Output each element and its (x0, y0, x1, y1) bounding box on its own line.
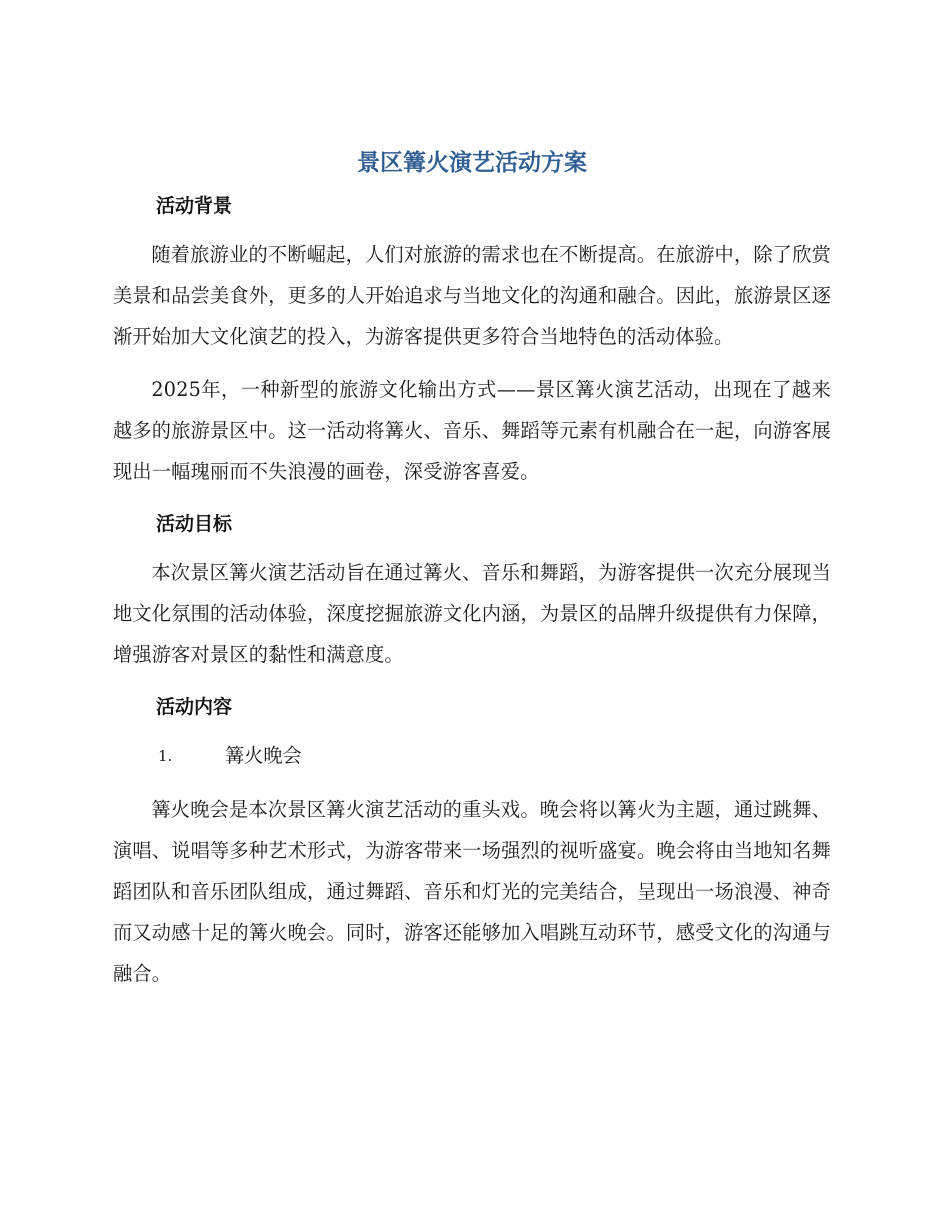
paragraph-background-2: 2025年，一种新型的旅游文化输出方式——景区篝火演艺活动，出现在了越来越多的旅游景区中。这一活动将篝火、音乐、舞蹈等元素有机融合在一起，向游客展现出一幅瑰丽而不失浪漫的画卷，深受游客喜爱。 (113, 378, 831, 483)
spacer (113, 675, 831, 687)
spacer (113, 544, 831, 552)
paragraph-bonfire-party: 篝火晚会是本次景区篝火演艺活动的重头戏。晚会将以篝火为主题，通过跳舞、演唱、说唱等多种艺术形式，为游客带来一场强烈的视听盛宴。晚会将由当地知名舞蹈团队和音乐团队组成，通过舞蹈、音乐和灯光的完美结合，呈现出一场浪漫、神奇而又动感十足的篝火晚会。同时，游客还能够加入唱跳互动环节，感受文化的沟通与融合。 (113, 798, 831, 985)
list-item-text: 篝火晚会 (225, 744, 302, 767)
spacer (113, 357, 831, 369)
list-item-number: 1. (158, 747, 173, 765)
paragraph-goals: 本次景区篝火演艺活动旨在通过篝火、音乐和舞蹈，为游客提供一次充分展现当地文化氛围的活动体验，深度挖掘旅游文化内涵，为景区的品牌升级提供有力保障，增强游客对景区的黏性和满意度。 (113, 561, 831, 666)
section-heading-background: 活动背景 (156, 195, 233, 217)
document-body (113, 140, 831, 994)
document-title: 景区篝火演艺活动方案 (357, 150, 587, 176)
numbered-list-item (113, 735, 831, 777)
spacer (113, 727, 831, 735)
spacer (113, 226, 831, 234)
spacer (113, 777, 831, 789)
spacer (113, 492, 831, 504)
paragraph-background-1: 随着旅游业的不断崛起，人们对旅游的需求也在不断提高。在旅游中，除了欣赏美景和品尝美食外，更多的人开始追求与当地文化的沟通和融合。因此，旅游景区逐渐开始加大文化演艺的投入，为游客提供更多符合当地特色的活动体验。 (113, 243, 831, 348)
section-heading-content: 活动内容 (156, 696, 233, 718)
section-heading-goals: 活动目标 (156, 513, 233, 535)
